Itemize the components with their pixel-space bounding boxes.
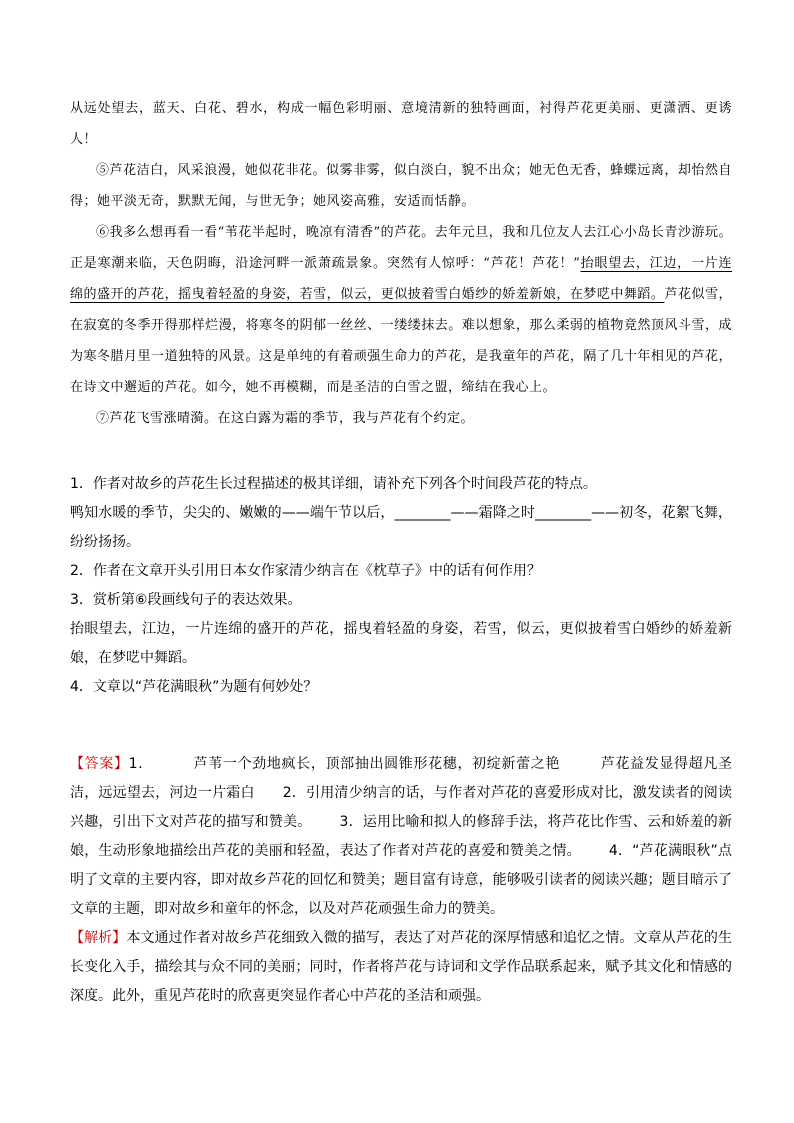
passage-paragraph-5: ⑤芦花洁白，风采浪漫，她似花非花。似雾非雾，似白淡白，貌不出众；她无色无香，蜂蝶远离，却怡然自得；她平淡无奇，默默无闻，与世无争；她风姿高雅，安适而恬静。	[70, 163, 732, 209]
q1-blank-2: ________	[535, 505, 592, 521]
question-1: 1．作者对故乡的芦花生长过程描述的极其详细，请补充下列各个时间段芦花的特点。	[70, 476, 597, 492]
analysis-tag: 【解析】	[70, 930, 127, 946]
answer-section	[70, 750, 732, 1011]
question-1-fill-in	[70, 499, 732, 557]
question-3-quote: 抬眼望去，江边，一片连绵的盛开的芦花，摇曳着轻盈的身姿，若雪，似云，更似披着雪白婚纱的娇羞新娘，在梦呓中舞蹈。	[70, 621, 732, 666]
answer-2: 2．引用清少纳言的话，与作者对芦花的喜爱形成对比，激发读者的阅读兴趣，引出下文对芦花的描写和赞美。	[70, 785, 732, 830]
passage-paragraph-7: ⑦芦花飞雪涨晴漪。在这白露为霜的季节，我与芦花有个约定。	[96, 411, 475, 426]
question-2: 2．作者在文章开头引用日本女作家清少纳言在《枕草子》中的话有何作用？	[70, 563, 541, 579]
answer-1-number: 1．	[128, 756, 153, 772]
reading-passage	[70, 93, 732, 434]
passage-paragraph-6-intro: ⑥我多么想再看一看“苇花半起时，晚凉有清香”的芦花。去年元旦，我和几位友人去江心小岛长青沙游玩。正是寒潮来临，天色阴晦，沿途河畔一派萧疏景象。突然有人惊呼：“芦花！芦花！”	[70, 225, 732, 271]
answer-1-part-1: 芦苇一个劲地疯长，顶部抽出圆锥形花穗，初绽新蕾之艳	[192, 756, 561, 772]
answer-4: 4．“芦花满眼秋”点明了文章的主要内容，即对故乡芦花的回忆和赞美；题目富有诗意，能够吸引读者的阅读兴趣；题目暗示了文章的主题，即对故乡和童年的怀念，以及对芦花顽强生命力的赞美。	[70, 843, 733, 917]
question-3: 3．赏析第⑥段画线句子的表达效果。	[70, 592, 302, 608]
answer-tag: 【答案】	[70, 756, 129, 772]
questions-section	[70, 470, 732, 702]
answer-3: 3．运用比喻和拟人的修辞手法，将芦花比作雪、云和娇羞的新娘，生动形象地描绘出芦花的美丽和轻盈，表达了作者对芦花的喜爱和赞美之情。	[70, 814, 733, 859]
underlined-sentence: 抬眼望去，江边，一片连绵的盛开的芦花，摇曳着轻盈的身姿，若雪，似云，更似披着雪白婚纱的娇羞新娘，在梦呓中舞蹈。	[70, 256, 732, 302]
answer-1-part-2: 芦花益发显得超凡圣洁，远远望去，河边一片霜白	[70, 756, 733, 801]
answer-paragraph	[70, 750, 732, 924]
q1-segment-b: ——霜降之时	[450, 505, 536, 521]
analysis-paragraph	[70, 924, 732, 1011]
question-4: 4．文章以“芦花满眼秋”为题有何妙处？	[70, 679, 318, 695]
analysis-text: 本文通过作者对故乡芦花细致入微的描写，表达了对芦花的深厚情感和追忆之情。文章从芦花的生长变化入手，描绘其与众不同的美丽；同时，作者将芦花与诗词和文学作品联系起来，赋予其文化和情感的深度。此外，重见芦花时的欣喜更突显作者心中芦花的圣洁和顽强。	[70, 930, 733, 1004]
passage-paragraph-6	[70, 217, 732, 403]
q1-blank-1: ________	[394, 505, 451, 521]
q1-segment-a: 鸭知水暖的季节，尖尖的、嫩嫩的——端午节以后，	[70, 505, 395, 521]
q1-segment-c: ——初冬，花絮飞舞，纷纷扬扬。	[70, 505, 733, 550]
passage-paragraph-continued: 从远处望去，蓝天、白花、碧水，构成一幅色彩明丽、意境清新的独特画面，衬得芦花更美丽、更潇洒、更诱人！	[70, 101, 732, 147]
passage-paragraph-6-rest: 芦花似雪，在寂寞的冬季开得那样烂漫，将寒冬的阴郁一丝丝、一缕缕抹去。难以想象，那么柔弱的植物竟然顶风斗雪，成为寒冬腊月里一道独特的风景。这是单纯的有着顽强生命力的芦花，是我童年的芦花，隔了几十年相见的芦花，在诗文中邂逅的芦花。如今，她不再模糊，而是圣洁的白雪之盟，缔结在我心上。	[70, 287, 732, 395]
